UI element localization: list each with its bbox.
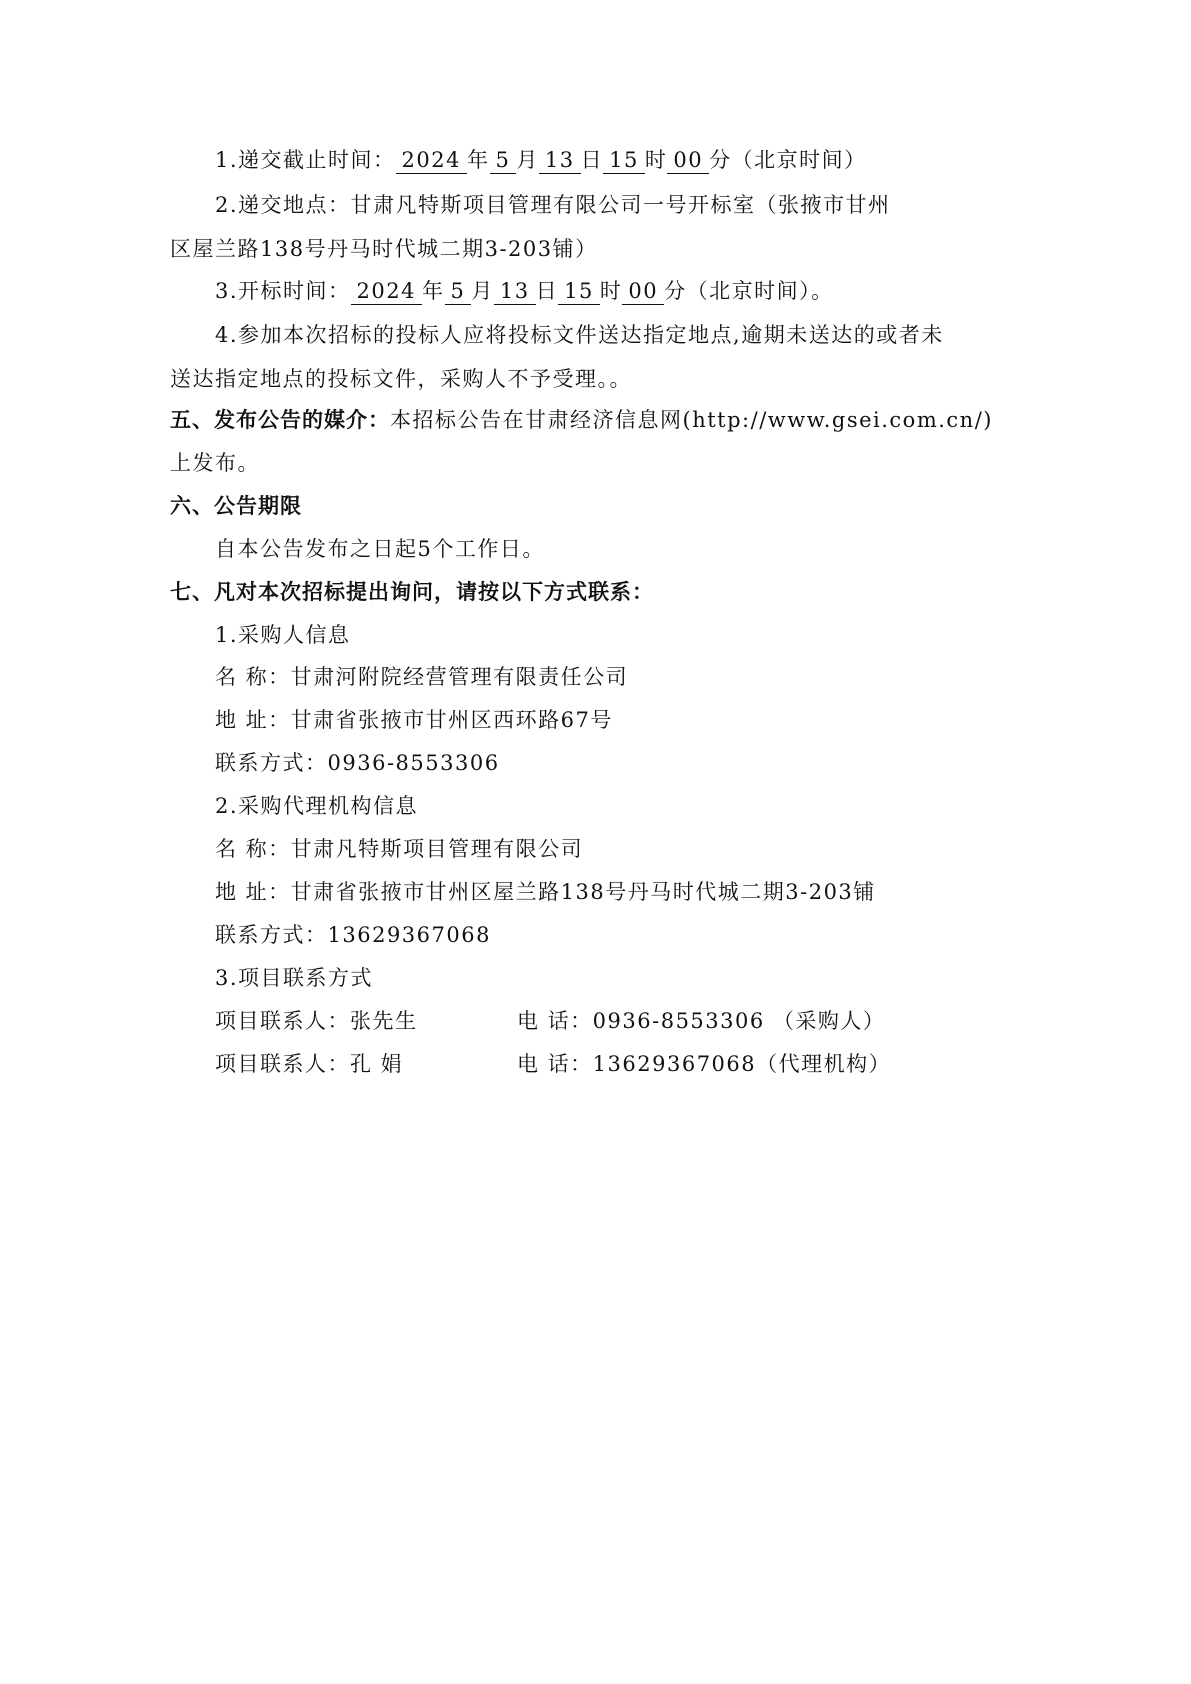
project-contact-phone-1: 电 话：0936-8553306 （采购人） <box>517 1009 886 1033</box>
opening-timezone: （北京时间）。 <box>686 279 834 303</box>
media-text: 本招标公告在甘肃经济信息网(http://www.gsei.com.cn/) <box>390 408 993 432</box>
purchaser-contact: 联系方式：0936-8553306 <box>215 751 500 775</box>
media-heading: 五、发布公告的媒介： <box>170 408 390 432</box>
agency-info-title: 2.采购代理机构信息 <box>215 794 419 818</box>
bidder-notice-line1: 4.参加本次招标的投标人应将投标文件送达指定地点,逾期未送达的或者未 <box>215 323 944 347</box>
opening-month: 5 <box>445 279 472 305</box>
opening-minute: 00 <box>622 279 664 305</box>
deadline-day: 13 <box>539 148 581 174</box>
opening-day: 13 <box>494 279 536 305</box>
year-unit: 年 <box>467 148 490 172</box>
deadline-timezone: （北京时间） <box>731 148 867 172</box>
purchaser-address: 地 址：甘肃省张掖市甘州区西环路67号 <box>215 708 613 732</box>
announcement-period-text: 自本公告发布之日起5个工作日。 <box>215 537 545 561</box>
day-unit: 日 <box>580 148 604 172</box>
media-paragraph <box>170 405 993 435</box>
media-text-line2: 上发布。 <box>170 451 260 475</box>
minute-unit: 分 <box>664 279 687 303</box>
month-unit: 月 <box>471 279 494 303</box>
bid-opening-label: 3.开标时间： <box>215 279 351 303</box>
deadline-year: 2024 <box>396 148 467 174</box>
submission-deadline-label: 1.递交截止时间： <box>215 148 396 172</box>
opening-hour: 15 <box>558 279 600 305</box>
hour-unit: 时 <box>644 148 668 172</box>
submission-deadline-line <box>215 145 867 175</box>
project-contact-person-2: 项目联系人：孔 娟 <box>215 1052 404 1076</box>
agency-contact: 联系方式：13629367068 <box>215 923 491 947</box>
bidder-notice-line2: 送达指定地点的投标文件，采购人不予受理。。 <box>170 367 632 391</box>
announcement-period-heading: 六、公告期限 <box>170 494 302 518</box>
deadline-minute: 00 <box>667 148 709 174</box>
month-unit: 月 <box>516 148 539 172</box>
purchaser-info-title: 1.采购人信息 <box>215 623 351 647</box>
deadline-month: 5 <box>490 148 517 174</box>
submission-location-line2: 区屋兰路138号丹马时代城二期3-203铺） <box>170 237 598 261</box>
hour-unit: 时 <box>599 279 623 303</box>
minute-unit: 分 <box>709 148 732 172</box>
project-contact-person-1: 项目联系人：张先生 <box>215 1009 418 1033</box>
contact-heading: 七、凡对本次招标提出询问，请按以下方式联系： <box>170 580 654 604</box>
day-unit: 日 <box>535 279 559 303</box>
project-contact-phone-2: 电 话：13629367068（代理机构） <box>517 1052 892 1076</box>
opening-year: 2024 <box>351 279 422 305</box>
purchaser-name: 名 称：甘肃河附院经营管理有限责任公司 <box>215 665 629 689</box>
agency-address: 地 址：甘肃省张掖市甘州区屋兰路138号丹马时代城二期3-203铺 <box>215 880 876 904</box>
agency-name: 名 称：甘肃凡特斯项目管理有限公司 <box>215 837 584 861</box>
submission-location-line1: 2.递交地点：甘肃凡特斯项目管理有限公司一号开标室（张掖市甘州 <box>215 193 891 217</box>
project-contact-title: 3.项目联系方式 <box>215 966 374 990</box>
year-unit: 年 <box>422 279 445 303</box>
bid-opening-time-line <box>215 276 834 306</box>
deadline-hour: 15 <box>603 148 645 174</box>
